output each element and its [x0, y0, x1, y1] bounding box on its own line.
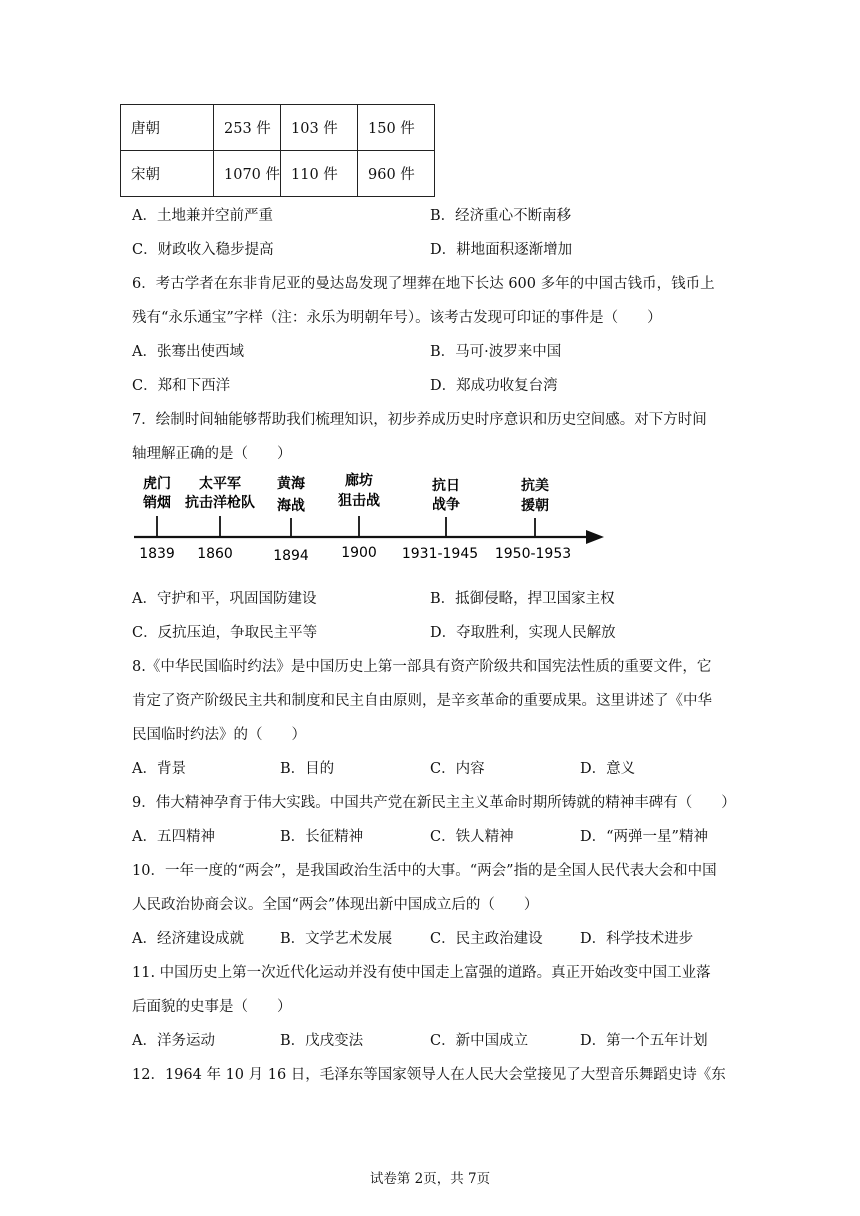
q6-option-b[interactable]: B．马可·波罗来中国 — [430, 344, 562, 360]
timeline-event — [185, 475, 255, 562]
table-cell: 103 件 — [281, 105, 358, 151]
table-row — [121, 151, 435, 197]
timeline-figure — [134, 470, 609, 570]
q6-option-d[interactable]: D．郑成功收复台湾 — [430, 378, 558, 394]
q11-option-d[interactable]: D．第一个五年计划 — [580, 1033, 708, 1049]
q7-stem-line2: 轴理解正确的是（ ） — [132, 446, 292, 462]
q8-stem-line1: 8.《中华民国临时约法》是中国历史上第一部具有资产阶级共和国宪法性质的重要文件，它 — [132, 659, 712, 675]
q6-stem-line2: 残有“永乐通宝”字样（注：永乐为明朝年号）。该考古发现可印证的事件是（ ） — [132, 310, 662, 326]
table-row — [121, 105, 435, 151]
table-cell: 253 件 — [214, 105, 281, 151]
q8-option-d[interactable]: D．意义 — [580, 761, 636, 777]
q11-option-a[interactable]: A．洋务运动 — [132, 1033, 215, 1049]
q10-option-b[interactable]: B．文学艺术发展 — [280, 931, 393, 947]
q7-option-d[interactable]: D．夺取胜利，实现人民解放 — [430, 625, 616, 641]
event-year: 1900 — [341, 545, 377, 561]
timeline-event — [402, 477, 478, 562]
q8-stem-line3: 民国临时约法》的（ ） — [132, 727, 306, 743]
table-cell: 1070 件 — [214, 151, 281, 197]
event-year: 1894 — [273, 548, 309, 564]
q9-option-c[interactable]: C．铁人精神 — [430, 829, 514, 845]
data-table — [120, 104, 435, 197]
event-label: 销烟 — [143, 495, 171, 511]
q9-stem-line1: 9．伟大精神孕育于伟大实践。中国共产党在新民主主义革命时期所铸就的精神丰碑有（ ） — [132, 795, 736, 811]
q10-option-c[interactable]: C．民主政治建设 — [430, 931, 543, 947]
q11-stem-line1: 11. 中国历史上第一次近代化运动并没有使中国走上富强的道路。真正开始改变中国工业落 — [132, 965, 711, 981]
q10-option-a[interactable]: A．经济建设成就 — [132, 931, 244, 947]
q10-option-d[interactable]: D．科学技术进步 — [580, 931, 694, 947]
event-year: 1860 — [197, 546, 233, 562]
q11-option-b[interactable]: B．戊戌变法 — [280, 1033, 364, 1049]
event-label: 黄海 — [277, 476, 305, 492]
event-label: 虎门 — [143, 476, 171, 492]
q6-option-a[interactable]: A．张骞出使西域 — [132, 344, 244, 360]
event-label: 抗击洋枪队 — [185, 495, 255, 511]
q5-option-d[interactable]: D．耕地面积逐渐增加 — [430, 242, 573, 258]
table-cell: 110 件 — [281, 151, 358, 197]
event-year: 1839 — [139, 546, 175, 562]
q11-option-c[interactable]: C．新中国成立 — [430, 1033, 529, 1049]
table-cell: 960 件 — [358, 151, 435, 197]
q9-option-b[interactable]: B．长征精神 — [280, 829, 364, 845]
timeline-event — [273, 475, 309, 564]
event-label: 廊坊 — [345, 473, 373, 489]
page-footer: 试卷第 2页，共 7页 — [369, 1171, 491, 1187]
q7-option-c[interactable]: C．反抗压迫，争取民主平等 — [132, 625, 318, 641]
q5-option-c[interactable]: C．财政收入稳步提高 — [132, 242, 274, 258]
q11-stem-line2: 后面貌的史事是（ ） — [132, 999, 292, 1015]
event-label: 海战 — [277, 498, 305, 514]
q6-stem-line1: 6．考古学者在东非肯尼亚的曼达岛发现了埋葬在地下长达 600 多年的中国古钱币，钱币上 — [132, 276, 715, 292]
q6-option-c[interactable]: C．郑和下西洋 — [132, 378, 231, 394]
timeline-event — [139, 475, 175, 562]
q8-option-c[interactable]: C．内容 — [430, 761, 485, 777]
q7-option-a[interactable]: A．守护和平，巩固国防建设 — [132, 591, 317, 607]
event-year: 1931-1945 — [401, 546, 479, 562]
event-label: 援朝 — [521, 498, 549, 514]
event-label: 战争 — [432, 497, 460, 513]
event-year: 1950-1953 — [494, 546, 572, 562]
timeline-event — [337, 472, 380, 561]
event-label: 抗日 — [432, 478, 460, 494]
event-label: 抗美 — [521, 478, 549, 494]
q7-option-b[interactable]: B．抵御侵略，捍卫国家主权 — [430, 591, 615, 607]
q9-option-d[interactable]: D．“两弹一星”精神 — [580, 829, 708, 845]
table-cell: 宋朝 — [121, 151, 214, 197]
event-label: 狙击战 — [338, 493, 380, 509]
table-cell: 150 件 — [358, 105, 435, 151]
q5-option-b[interactable]: B．经济重心不断南移 — [430, 208, 572, 224]
timeline-arrow — [586, 530, 604, 544]
q10-stem-line1: 10．一年一度的“两会”，是我国政治生活中的大事。“两会”指的是全国人民代表大会和中国 — [132, 863, 717, 879]
event-label: 太平军 — [199, 476, 241, 492]
q8-stem-line2: 肯定了资产阶级民主共和制度和民主自由原则，是辛亥革命的重要成果。这里讲述了《中华 — [132, 693, 712, 709]
q10-stem-line2: 人民政治协商会议。全国“两会”体现出新中国成立后的（ ） — [132, 897, 539, 913]
q8-option-b[interactable]: B．目的 — [280, 761, 335, 777]
q12-stem-line1: 12．1964 年 10 月 16 日，毛泽东等国家领导人在人民大会堂接见了大型音乐舞蹈史诗《东 — [132, 1067, 726, 1083]
q7-stem-line1: 7．绘制时间轴能够帮助我们梳理知识，初步养成历史时序意识和历史空间感。对下方时间 — [132, 412, 707, 428]
q9-option-a[interactable]: A．五四精神 — [132, 829, 215, 845]
timeline-event — [495, 477, 571, 562]
q8-option-a[interactable]: A．背景 — [132, 761, 186, 777]
table-cell: 唐朝 — [121, 105, 214, 151]
q5-option-a[interactable]: A．土地兼并空前严重 — [132, 208, 273, 224]
